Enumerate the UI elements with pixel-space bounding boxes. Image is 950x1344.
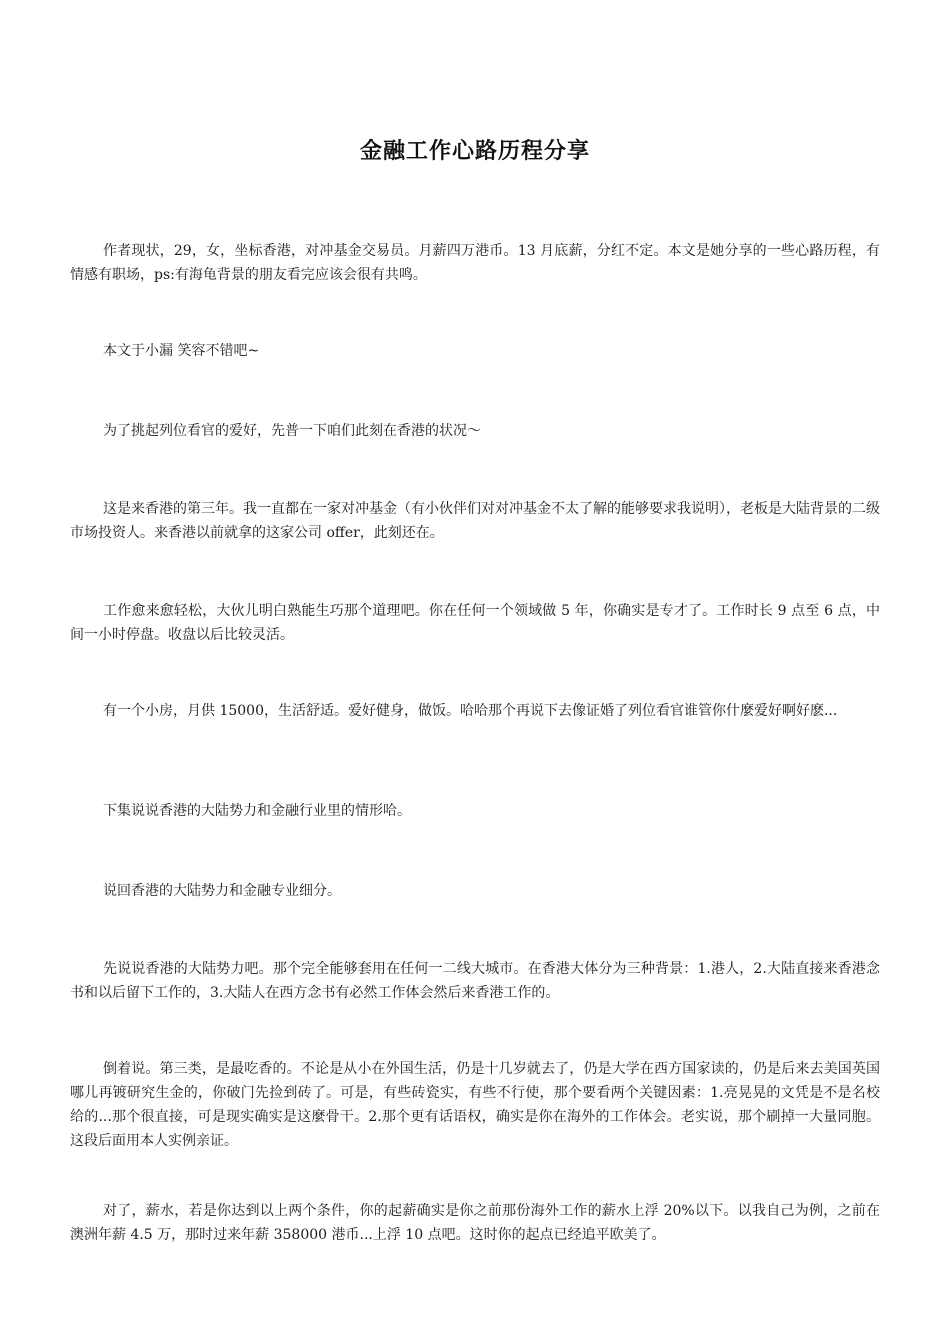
paragraph-third-year: 这是来香港的第三年。我一直都在一家对冲基金（有小伙伴们对对冲基金不太了解的能够要求我说明），老板是大陆背景的二级市场投资人。来香港以前就拿的这家公司 offer，此刻还在。	[70, 501, 880, 541]
paragraph-intro: 为了挑起列位看官的爱好，先普一下咱们此刻在香港的状况～	[103, 423, 481, 439]
paragraph-mainland-forces: 先说说香港的大陆势力吧。那个完全能够套用在任何一二线大城市。在香港大体分为三种背景：1.港人，2.大陆直接来香港念书和以后留下工作的，3.大陆人在西方念书有必然工作体会然后来香港工作的。	[70, 961, 880, 1001]
paragraph-third-category: 倒着说。第三类，是最吃香的。不论是从小在外国生活，仍是十几岁就去了，仍是大学在西方国家读的，仍是后来去美国英国哪儿再镀研究生金的，你破门先捡到砖了。可是，有些砖瓷实，有些不行使，那个要看两个关键因素：1.亮晃晃的文凭是不是名校给的...那个很直接，可是现实确实是这麼骨干。2.那个更有话语权，确实是你在海外的工作体会。老实说，那个刷掉一大量同胞。这段后面用本人实例亲证。	[70, 1061, 880, 1149]
page-title: 金融工作心路历程分享	[359, 139, 590, 164]
paragraph-next-episode: 下集说说香港的大陆势力和金融行业里的情形哈。	[103, 803, 411, 819]
paragraph-author-status: 作者现状，29，女，坐标香港，对冲基金交易员。月薪四万港币。13 月底薪，分红不定。本文是她分享的一些心路历程，有情感有职场，ps:有海龟背景的朋友看完应该会很有共鸣。	[70, 243, 880, 283]
paragraph-back-to-topic: 说回香港的大陆势力和金融专业细分。	[103, 883, 341, 899]
paragraph-note: 本文于小漏 笑容不错吧~	[103, 343, 260, 359]
paragraph-life: 有一个小房，月供 15000，生活舒适。爱好健身，做饭。哈哈那个再说下去像证婚了列位看官谁管你什麼爱好啊好麽...	[103, 703, 838, 719]
paragraph-work: 工作愈来愈轻松，大伙儿明白熟能生巧那个道理吧。你在任何一个领域做 5 年，你确实是专才了。工作时长 9 点至 6 点，中间一小时停盘。收盘以后比较灵活。	[70, 603, 880, 643]
paragraph-salary: 对了，薪水，若是你达到以上两个条件，你的起薪确实是你之前那份海外工作的薪水上浮 20%以下。以我自己为例，之前在澳洲年薪 4.5 万，那时过来年薪 358000 港币...上浮 10 点吧。这时你的起点已经追平欧美了。	[70, 1203, 880, 1243]
